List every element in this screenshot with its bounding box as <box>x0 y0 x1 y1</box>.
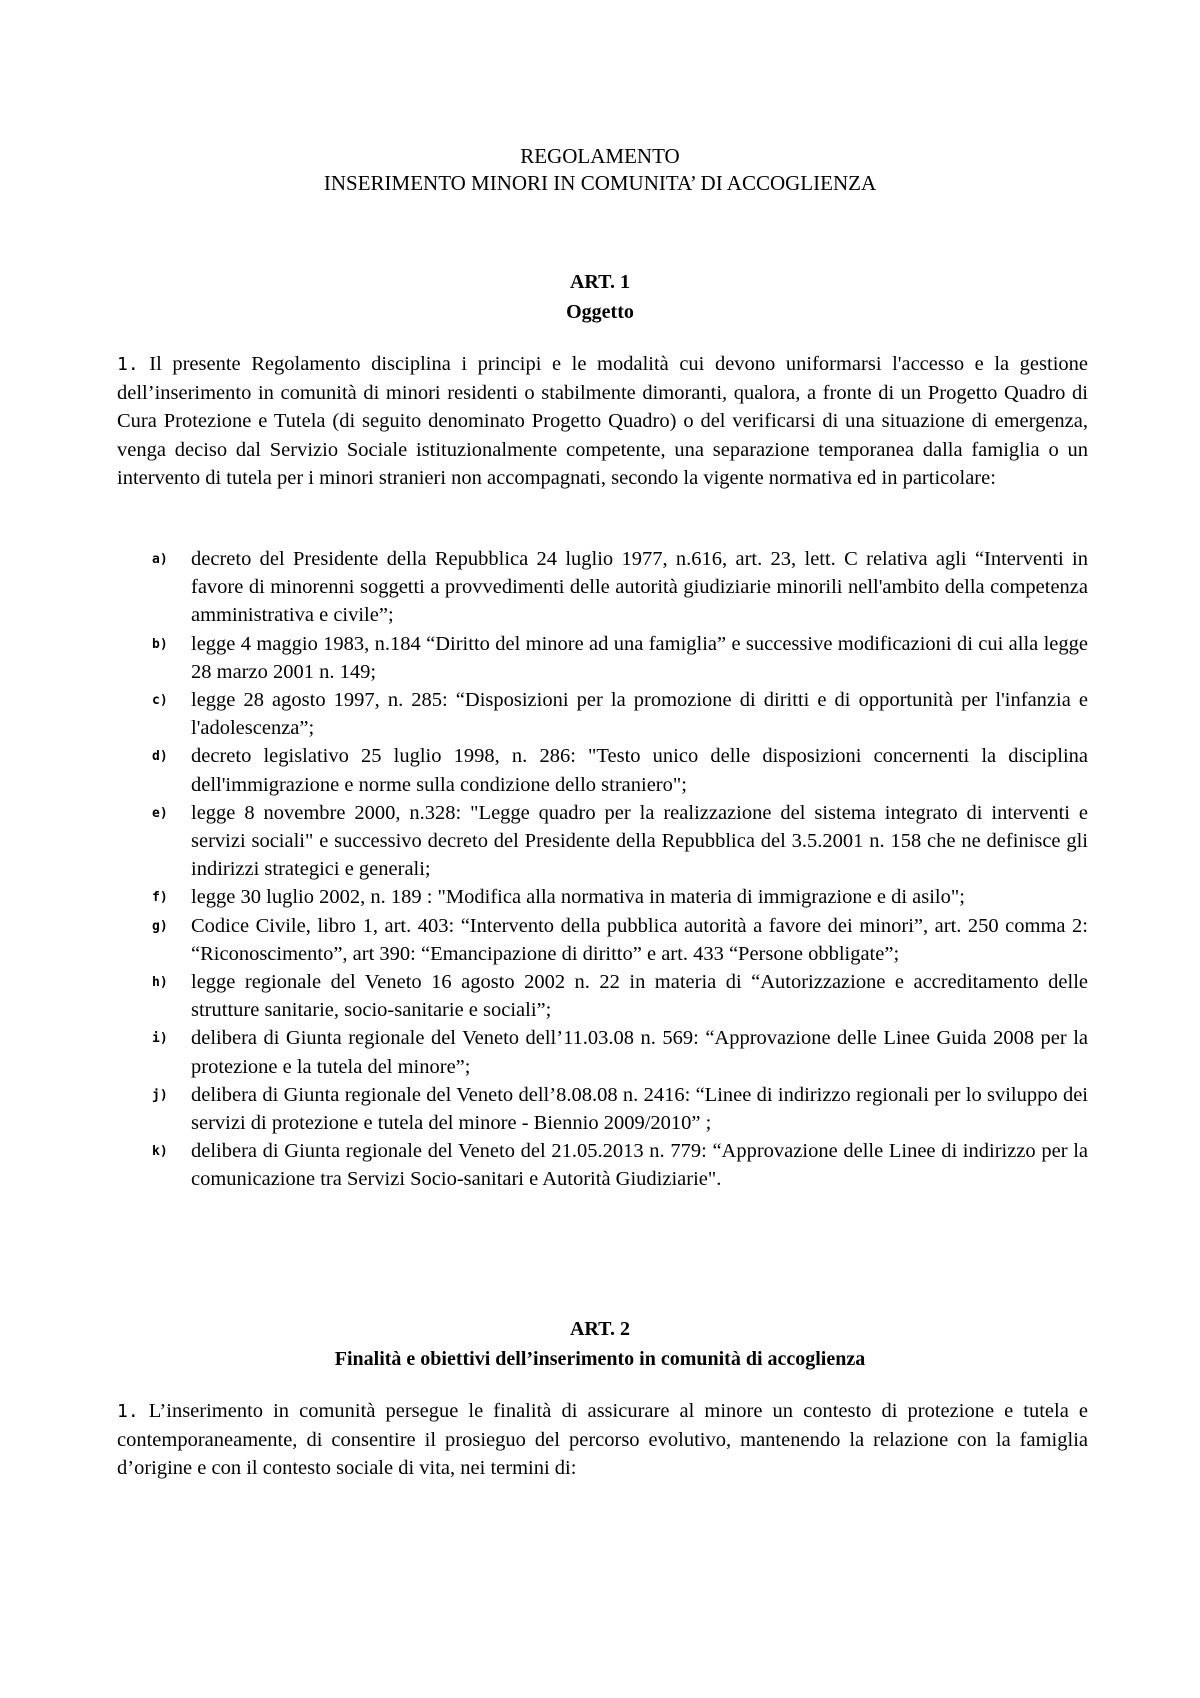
title-line-2: INSERIMENTO MINORI IN COMUNITA’ DI ACCOGLIENZA <box>323 171 877 195</box>
list-item-text: decreto del Presidente della Repubblica 24 luglio 1977, n.616, art. 23, lett. C relativa agli “Interventi in favore di minorenni soggetti a provvedimenti delle autorità giudiziarie minorili nell'ambito della competenza amministrativa e civile”; <box>191 548 1088 627</box>
list-item-text: delibera di Giunta regionale del Veneto dell’11.03.08 n. 569: “Approvazione delle Linee Guida 2008 per la protezione e la tutela del minore”; <box>191 1027 1088 1078</box>
list-item-marker: c) <box>152 693 168 709</box>
list-item <box>0 799 1088 884</box>
list-item <box>0 545 1088 630</box>
list-item <box>0 968 1088 1024</box>
list-item-marker: b) <box>152 636 168 652</box>
list-item-text: legge 4 maggio 1983, n.184 “Diritto del minore ad una famiglia” e successive modificazioni di cui alla legge 28 marzo 2001 n. 149; <box>191 632 1088 683</box>
list-item-marker: e) <box>152 805 168 821</box>
list-item-text: legge 8 novembre 2000, n.328: "Legge quadro per la realizzazione del sistema integrato di interventi e servizi sociali" e successivo decreto del Presidente della Repubblica del 3.5.2001 n. 158 che ne definisce gli indirizzi strategici e generali; <box>191 801 1088 881</box>
list-item <box>0 742 1088 798</box>
list-item-text: delibera di Giunta regionale del Veneto dell’8.08.08 n. 2416: “Linee di indirizzo regionali per lo sviluppo dei servizi di protezione e tutela del minore - Biennio 2009/2010” ; <box>191 1083 1088 1135</box>
list-item-marker: j) <box>152 1087 168 1103</box>
list-item <box>0 1024 1088 1080</box>
list-item-marker: h) <box>152 975 168 991</box>
art2-paragraph <box>117 1397 1088 1483</box>
list-item-text: legge regionale del Veneto 16 agosto 2002 n. 22 in materia di “Autorizzazione e accreditamento delle strutture sanitarie, socio-sanitarie e sociali”; <box>191 971 1088 1022</box>
art2-heading: ART. 2 <box>569 1318 631 1340</box>
art2-header <box>0 1314 1200 1374</box>
list-item <box>0 912 1088 968</box>
list-item-text: legge 30 luglio 2002, n. 189 : "Modifica alla normativa in materia di immigrazione e di asilo"; <box>191 886 965 909</box>
list-item-marker: f) <box>152 890 168 906</box>
art1-paragraph-text: Il presente Regolamento disciplina i principi e le modalità cui devono uniformarsi l'accesso e la gestione dell’inserimento in comunità di minori residenti o stabilmente dimoranti, qualora, a fronte di un Progetto Quadro di Cura Protezione e Tutela (di seguito denominato Progetto Quadro) o del verificarsi di una situazione di emergenza, venga deciso dal Servizio Sociale istituzionalmente competente, una separazione temporanea dalla famiglia o un intervento di tutela per i minori stranieri non accompagnati, secondo la vigente normativa ed in particolare: <box>117 353 1089 489</box>
art1-heading: ART. 1 <box>569 271 631 293</box>
list-item-marker: k) <box>152 1144 168 1160</box>
art1-legislation-list <box>0 545 1200 1194</box>
art1-paragraph-number: 1. <box>117 354 139 375</box>
list-item-text: legge 28 agosto 1997, n. 285: “Disposizioni per la promozione di diritti e di opportunità per l'infanzia e l'adolescenza”; <box>191 689 1088 740</box>
art2-paragraph-text: L’inserimento in comunità persegue le finalità di assicurare al minore un contesto di protezione e tutela e contemporaneamente, di consentire il prosieguo del percorso evolutivo, mantenendo la relazione con la famiglia d’origine e con il contesto sociale di vita, nei termini di: <box>117 1400 1089 1480</box>
list-item <box>0 1137 1088 1193</box>
list-item-marker: i) <box>152 1031 168 1047</box>
list-item-marker: a) <box>152 552 168 567</box>
document-title <box>0 143 1200 197</box>
art2-paragraph-number: 1. <box>117 1401 139 1422</box>
art2-subheading: Finalità e obiettivi dell’inserimento in comunità di accoglienza <box>334 1348 866 1370</box>
list-item <box>0 883 1088 911</box>
list-item <box>0 630 1088 686</box>
list-item-text: decreto legislativo 25 luglio 1998, n. 286: "Testo unico delle disposizioni concernenti la disciplina dell'immigrazione e norme sulla condizione dello straniero"; <box>191 745 1088 796</box>
title-line-1: REGOLAMENTO <box>520 144 680 168</box>
list-item-text: Codice Civile, libro 1, art. 403: “Intervento della pubblica autorità a favore dei minori”, art. 250 comma 2: “Riconoscimento”, art 390: “Emancipazione di diritto” e art. 433 “Persone obbligate”; <box>191 914 1088 965</box>
list-item <box>0 1081 1088 1137</box>
art1-header <box>0 267 1200 327</box>
list-item-marker: d) <box>152 749 168 765</box>
list-item-text: delibera di Giunta regionale del Veneto del 21.05.2013 n. 779: “Approvazione delle Linee di indirizzo per la comunicazione tra Servizi Socio-sanitari e Autorità Giudiziarie". <box>191 1140 1088 1191</box>
list-item-marker: g) <box>152 918 168 934</box>
list-item <box>0 686 1088 742</box>
art1-paragraph <box>117 350 1088 492</box>
art1-subheading: Oggetto <box>566 301 634 323</box>
